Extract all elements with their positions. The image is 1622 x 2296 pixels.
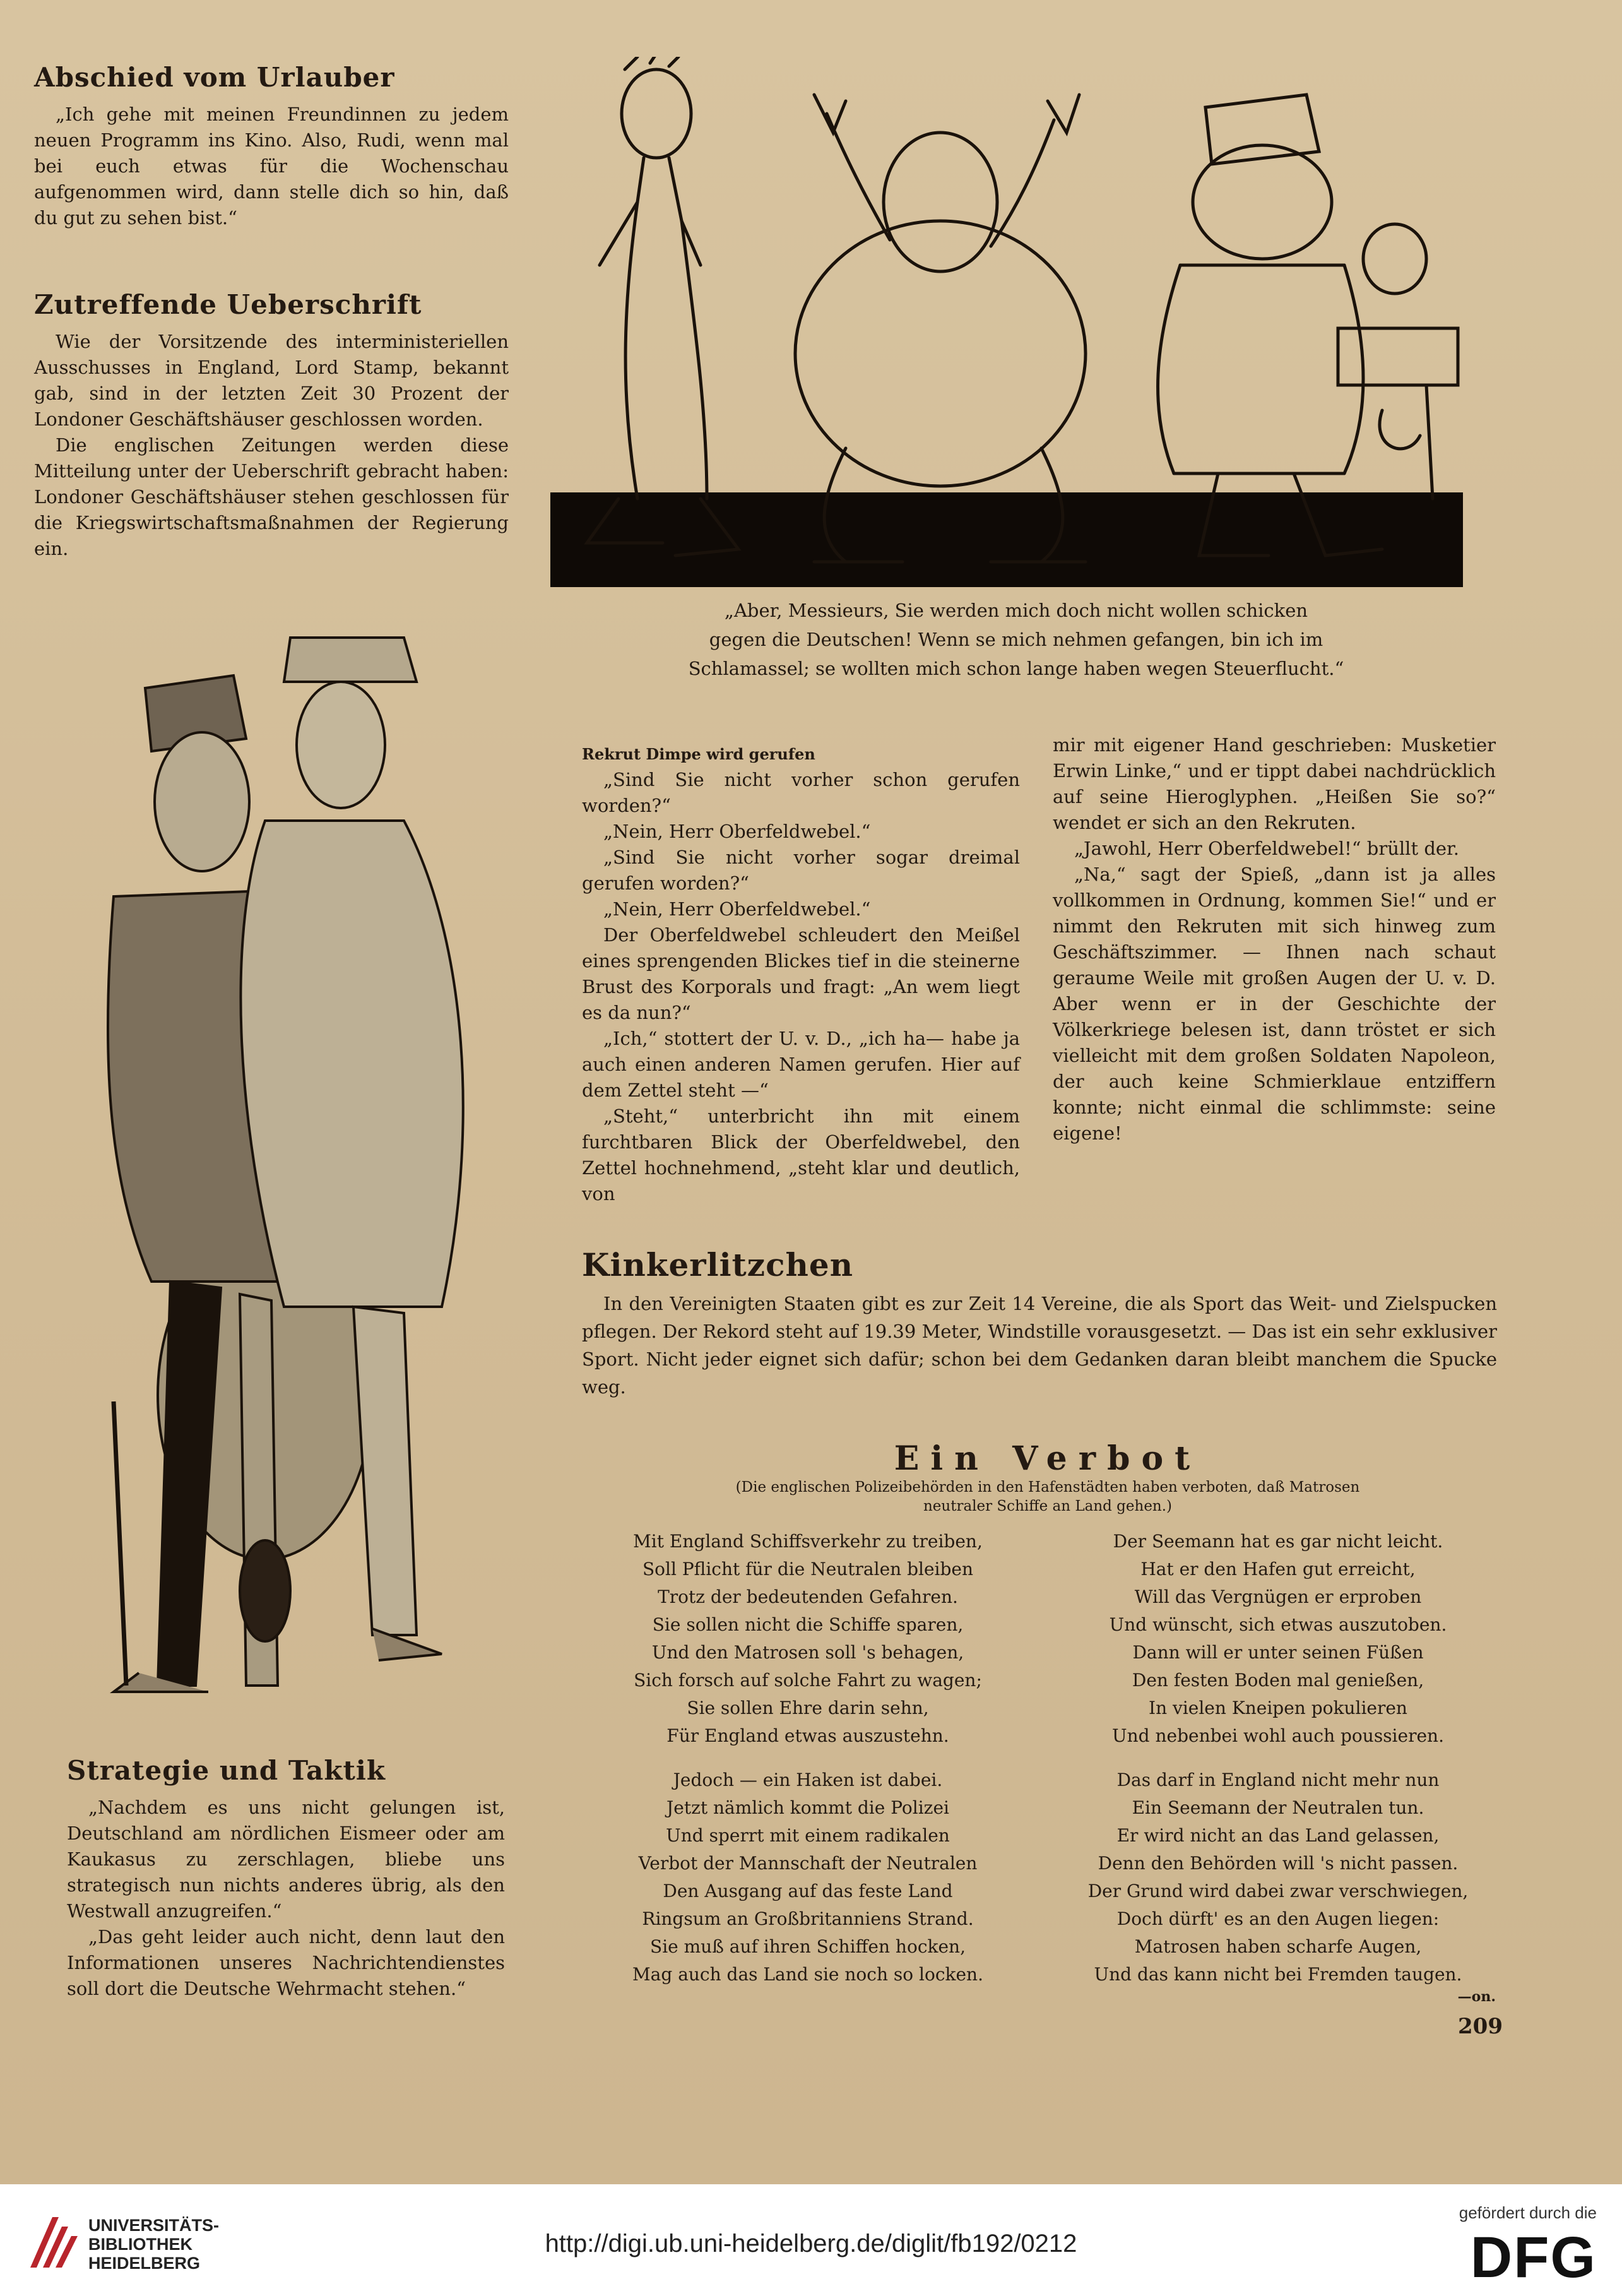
article-paragraph: „Nein, Herr Oberfeldwebel.“ — [603, 821, 871, 842]
poem-line: Den Ausgang auf das feste Land — [663, 1881, 953, 1901]
poem-line: Mit England Schiffsverkehr zu treiben, — [633, 1531, 983, 1552]
article-paragraph: „Ich,“ stottert der U. v. D., „ich ha— habe ja auch einen anderen Namen gerufen. Hier auf dem Zettel steht —“ — [582, 1028, 1020, 1101]
cartoon-illustration-officers — [76, 612, 518, 1711]
article-rekrut-col2 — [1053, 732, 1496, 1146]
library-name[interactable] — [88, 2216, 219, 2273]
article-paragraph: „Jawohl, Herr Oberfeldwebel!“ brüllt der. — [1074, 838, 1459, 859]
poem-line: Sie sollen nicht die Schiffe sparen, — [652, 1614, 964, 1635]
article-title: Abschied vom Urlauber — [34, 62, 395, 93]
poem-line: Trotz der bedeutenden Gefahren. — [658, 1586, 958, 1607]
poem-line: In vielen Kneipen pokulieren — [1149, 1698, 1407, 1718]
poem-line: Denn den Behörden will 's nicht passen. — [1098, 1853, 1459, 1874]
article-paragraph: Der Oberfeldwebel schleudert den Meißel eines sprengenden Blickes tief in die steinerne Brust des Korporals und fragt: „An wem liegt es da nun?“ — [582, 924, 1020, 1023]
poem-line: Und das kann nicht bei Fremden taugen. — [1094, 1964, 1462, 1985]
poem-stanza — [593, 1766, 1022, 1989]
article-strategie — [67, 1755, 505, 2002]
article-zutreffende — [34, 289, 509, 562]
caption-line: Schlamassel; se wollten mich schon lange haben wegen Steuerflucht.“ — [688, 658, 1344, 679]
library-name-line: UNIVERSITÄTS- — [88, 2216, 220, 2235]
footer-bar — [0, 2184, 1622, 2296]
poem-signature: —on. — [1457, 1989, 1496, 2005]
article-text: In den Vereinigten Staaten gibt es zur Zeit 14 Vereine, die als Sport das Weit- und Zielspucken pflegen. Der Rekord steht auf 19.39 Meter, Windstille vorausgesetzt. — Das ist ein sehr exklusiver Sport. Nicht jeder eignet sich dafür; schon bei dem Gedanken daran bleibt manchem die Spucke weg. — [582, 1293, 1497, 1398]
poem-line: Mag auch das Land sie noch so locken. — [632, 1964, 983, 1985]
poem-line: Soll Pflicht für die Neutralen bleiben — [642, 1559, 974, 1579]
poem-right-column — [1060, 1528, 1496, 2005]
source-url-link[interactable]: http://digi.ub.uni-heidelberg.de/diglit/fb192/0212 — [545, 2230, 1077, 2257]
article-abschied — [34, 62, 509, 231]
poem-line: Doch dürft' es an den Augen liegen: — [1116, 1908, 1440, 1929]
university-logo-icon — [24, 2211, 81, 2274]
poem-line: Sie sollen Ehre darin sehn, — [687, 1698, 929, 1718]
poem-stanza — [1060, 1528, 1496, 1750]
dfg-logo[interactable]: DFG — [1470, 2225, 1597, 2290]
poem-line: Verbot der Mannschaft der Neutralen — [638, 1853, 978, 1874]
poem-line: Ein Seemann der Neutralen tun. — [1132, 1797, 1424, 1818]
poem-line: Er wird nicht an das Land gelassen, — [1116, 1825, 1440, 1846]
caption-line: gegen die Deutschen! Wenn se mich nehmen gefangen, bin ich im — [709, 629, 1323, 650]
article-paragraph: „Sind Sie nicht vorher schon gerufen worden?“ — [582, 769, 1020, 816]
poem-subtitle: (Die englischen Polizeibehörden in den Hafenstädten haben verboten, daß Matrosen — [735, 1479, 1360, 1496]
article-paragraph: mir mit eigener Hand geschrieben: Musketier Erwin Linke,“ und er tippt dabei nachdrücklich auf seine Hieroglyphen. „Heißen Sie so?“ wendet er sich an den Rekruten. — [1053, 734, 1496, 833]
poem-line: Für England etwas auszustehn. — [666, 1725, 949, 1746]
article-paragraph: „Steht,“ unterbricht ihn mit einem furchtbaren Blick der Oberfeldwebel, den Zettel hochnehmend, „steht klar und deutlich, von — [582, 1105, 1020, 1205]
poem-line: Den festen Boden mal genießen, — [1132, 1670, 1424, 1691]
article-title: Zutreffende Ueberschrift — [34, 289, 422, 320]
funding-note: gefördert durch die — [1459, 2203, 1597, 2222]
poem-stanza — [593, 1528, 1022, 1750]
poem-line: Der Seemann hat es gar nicht leicht. — [1113, 1531, 1443, 1552]
cartoon-caption — [600, 596, 1433, 683]
poem-line: Sich forsch auf solche Fahrt zu wagen; — [634, 1670, 982, 1691]
library-name-line: HEIDELBERG — [88, 2254, 201, 2273]
poem-line: Matrosen haben scharfe Augen, — [1134, 1936, 1422, 1957]
poem-subtitle: neutraler Schiffe an Land gehen.) — [923, 1498, 1173, 1514]
article-paragraph: „Das geht leider auch nicht, denn laut den Informationen unseres Nachrichtendienstes soll dort die Deutsche Wehrmacht stehen.“ — [67, 1926, 505, 1999]
article-title: Rekrut Dimpe wird gerufen — [582, 745, 815, 763]
cartoon-illustration-top — [549, 57, 1464, 587]
article-title: Strategie und Taktik — [67, 1755, 386, 1786]
poem-line: Jetzt nämlich kommt die Polizei — [666, 1797, 949, 1818]
poem-line: Der Grund wird dabei zwar verschwiegen, — [1087, 1881, 1469, 1901]
poem-line: Ringsum an Großbritanniens Strand. — [642, 1908, 974, 1929]
poem-line: Und nebenbei wohl auch poussieren. — [1112, 1725, 1444, 1746]
article-title: Kinkerlitzchen — [582, 1246, 854, 1283]
article-kinkerlitzchen — [582, 1246, 1497, 1401]
article-paragraph: Wie der Vorsitzende des interministeriellen Ausschusses in England, Lord Stamp, bekannt gab, sind in der letzten Zeit 30 Prozent der Londoner Geschäftshäuser geschlossen worden. — [34, 331, 509, 430]
article-paragraph: Die englischen Zeitungen werden diese Mitteilung unter der Ueberschrift gebracht haben: Londoner Geschäftshäuser stehen geschlossen für die Kriegswirtschaftsmaßnahmen der Regierung ein. — [34, 434, 509, 559]
poem-line: Und sperrt mit einem radikalen — [666, 1825, 950, 1846]
article-paragraph: „Nein, Herr Oberfeldwebel.“ — [603, 898, 871, 920]
poem-title: Ein Verbot — [894, 1439, 1202, 1478]
article-rekrut-col1 — [582, 745, 1020, 1207]
poem-left-column — [593, 1528, 1022, 2005]
poem-line: Will das Vergnügen er erproben — [1134, 1586, 1422, 1607]
article-paragraph: „Na,“ sagt der Spieß, „dann ist ja alles vollkommen in Ordnung, kommen Sie!“ und er nimmt den Rekruten mit sich hinweg zum Geschäftszimmer. — Ihnen nach schaut geraume Weile mit großen Augen der U. v. D. Aber wenn er in der Geschichte der Völkerkriege belesen ist, dann tröstet er sich vielleicht mit dem großen Soldaten Napoleon, der auch keine Schmierklaue entziffern konnte; nicht einmal die schlimmste: seine eigene! — [1053, 864, 1496, 1144]
library-name-line: BIBLIOTHEK — [88, 2235, 192, 2254]
caption-line: „Aber, Messieurs, Sie werden mich doch nicht wollen schicken — [724, 600, 1308, 621]
poem-line: Und wünscht, sich etwas auszutoben. — [1109, 1614, 1447, 1635]
poem-line: Jedoch — ein Haken ist dabei. — [673, 1770, 943, 1790]
poem-header — [606, 1439, 1489, 1516]
poem-line: Hat er den Hafen gut erreicht, — [1140, 1559, 1416, 1579]
poem-line: Dann will er unter seinen Füßen — [1132, 1642, 1424, 1663]
page-number: 209 — [1458, 2014, 1503, 2039]
poem-stanza — [1060, 1766, 1496, 1989]
article-paragraph: „Nachdem es uns nicht gelungen ist, Deutschland am nördlichen Eismeer oder am Kaukasus zu zerschlagen, bliebe uns strategisch nun nichts anderes übrig, als den Westwall anzugreifen.“ — [67, 1797, 505, 1922]
article-paragraph: „Sind Sie nicht vorher sogar dreimal gerufen worden?“ — [582, 847, 1020, 894]
poem-line: Das darf in England nicht mehr nun — [1116, 1770, 1440, 1790]
poem-line: Sie muß auf ihren Schiffen hocken, — [650, 1936, 966, 1957]
article-text: „Ich gehe mit meinen Freundinnen zu jedem neuen Programm ins Kino. Also, Rudi, wenn mal bei euch etwas für die Wochenschau aufgenommen wird, dann stelle dich so hin, daß du gut zu sehen bist.“ — [34, 104, 509, 229]
poem-line: Und den Matrosen soll 's behagen, — [651, 1642, 964, 1663]
